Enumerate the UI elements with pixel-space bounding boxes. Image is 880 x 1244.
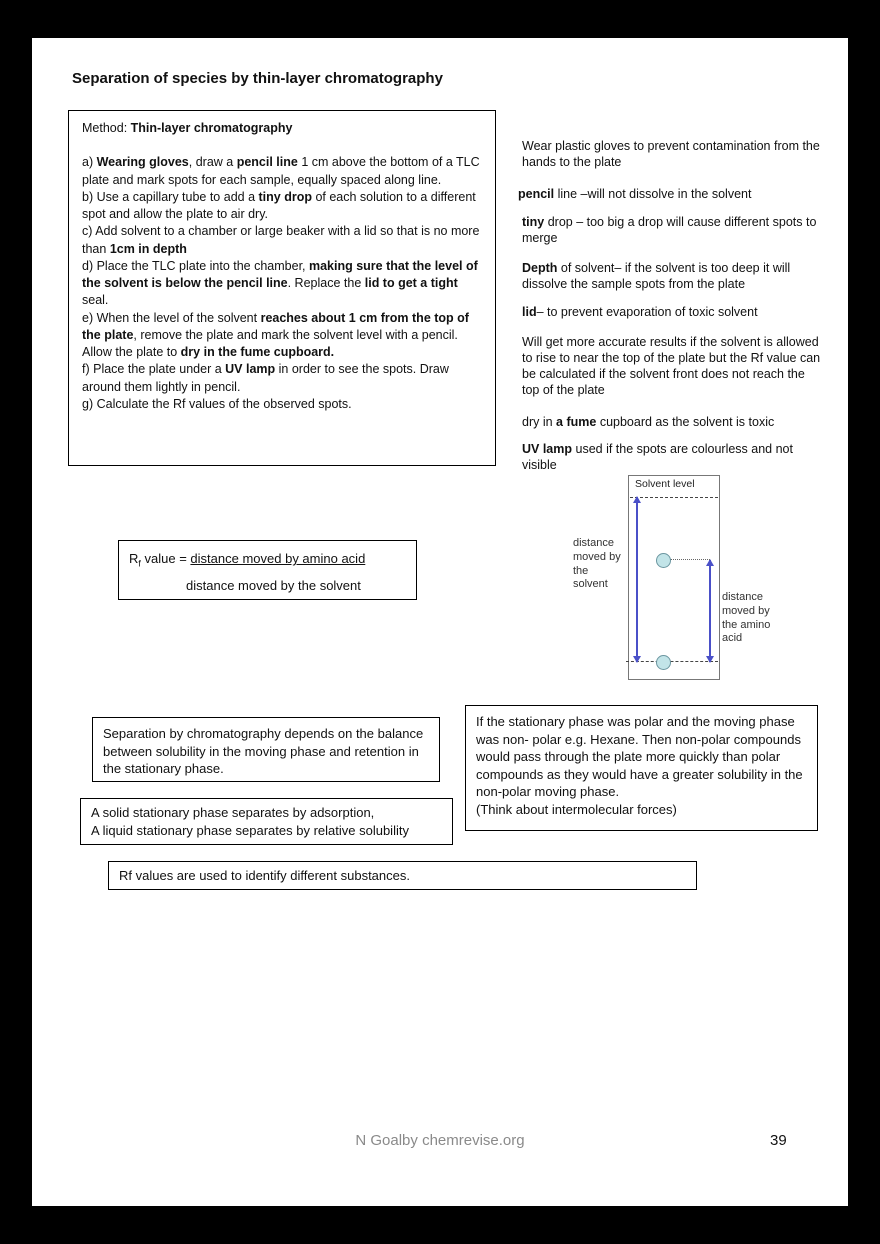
rf-symbol-r: R	[129, 551, 139, 566]
rf-symbol-sub: f	[138, 558, 141, 569]
annotation-solvent-depth: Depth of solvent– if the solvent is too deep it will dissolve the sample spots from the plate	[522, 261, 791, 291]
method-box	[68, 110, 496, 466]
annotation-uv-lamp: UV lamp used if the spots are colourless and not visible	[522, 442, 793, 472]
rf-numerator: distance moved by amino acid	[190, 551, 366, 566]
method-step-a: a) Wearing gloves, draw a pencil line 1 cm above the bottom of a TLC plate and mark spots for each sample, equally spaced along line.	[82, 155, 480, 187]
page-title: Separation of species by thin-layer chromatography	[72, 70, 443, 87]
method-step-g: g) Calculate the Rf values of the observed spots.	[82, 396, 352, 411]
rf-denominator: distance moved by the solvent	[186, 577, 361, 593]
document-page	[32, 38, 848, 1206]
rf-formula-box	[118, 540, 417, 600]
note-polarity-box: If the stationary phase was polar and the moving phase was non- polar e.g. Hexane. Then non-polar compounds would pass through the plate more quickly than polar compounds as they would have a greater solubility in the non-polar moving phase. (Think about intermolecular forces)	[465, 705, 818, 831]
amino-distance-label: distance moved by the amino acid	[722, 591, 771, 645]
tlc-plate	[628, 475, 720, 680]
page-number: 39	[770, 1132, 787, 1149]
note-rf-values-box: Rf values are used to identify different substances.	[108, 861, 697, 890]
solvent-front-dashed-line	[630, 497, 718, 498]
spot-level-dotted-line	[670, 559, 710, 560]
solvent-level-label: Solvent level	[635, 478, 695, 490]
method-step-f: f) Place the plate under a UV lamp in order to see the spots. Draw around them lightly in pencil.	[82, 362, 449, 394]
note-stationary-phase-box: A solid stationary phase separates by adsorption, A liquid stationary phase separates by relative solubility	[80, 798, 453, 845]
solvent-distance-arrow-icon	[636, 497, 638, 662]
annotation-gloves: Wear plastic gloves to prevent contamination from the hands to the plate	[522, 139, 820, 169]
annotation-accuracy: Will get more accurate results if the solvent is allowed to rise to near the top of the plate but the Rf value can be calculated if the solvent front does not reach the top of the plate	[522, 335, 821, 397]
solvent-distance-label: distance moved by the solvent	[573, 537, 621, 591]
annotation-pencil-line: pencil line –will not dissolve in the solvent	[518, 187, 752, 201]
tlc-diagram	[568, 475, 828, 687]
method-step-d: d) Place the TLC plate into the chamber, making sure that the level of the solvent is below the pencil line. Replace the lid to get a tight seal.	[82, 258, 478, 308]
method-heading: Method: Thin-layer chromatography	[82, 121, 293, 135]
method-step-c: c) Add solvent to a chamber or large beaker with a lid so that is no more than 1cm in depth	[82, 224, 480, 256]
annotation-lid: lid– to prevent evaporation of toxic solvent	[522, 305, 758, 319]
method-step-e: e) When the level of the solvent reaches about 1 cm from the top of the plate, remove the plate and mark the solvent level with a pencil. Allow the plate to dry in the fume cupboard.	[82, 310, 469, 359]
amino-acid-spot	[656, 553, 671, 568]
rf-formula-line	[129, 551, 406, 569]
footer-credit: N Goalby chemrevise.org	[355, 1132, 525, 1149]
annotation-fume-cupboard: dry in a fume cupboard as the solvent is toxic	[522, 415, 775, 429]
annotation-tiny-drop: tiny drop – too big a drop will cause different spots to merge	[522, 215, 817, 245]
note-balance-box: Separation by chromatography depends on the balance between solubility in the moving phase and retention in the stationary phase.	[92, 717, 440, 782]
rf-equals: value =	[140, 551, 191, 566]
rf-symbol	[129, 551, 191, 569]
method-step-b: b) Use a capillary tube to add a tiny drop of each solution to a different spot and allow the plate to air dry.	[82, 189, 476, 221]
origin-spot	[656, 655, 671, 670]
amino-distance-arrow-icon	[709, 560, 711, 662]
